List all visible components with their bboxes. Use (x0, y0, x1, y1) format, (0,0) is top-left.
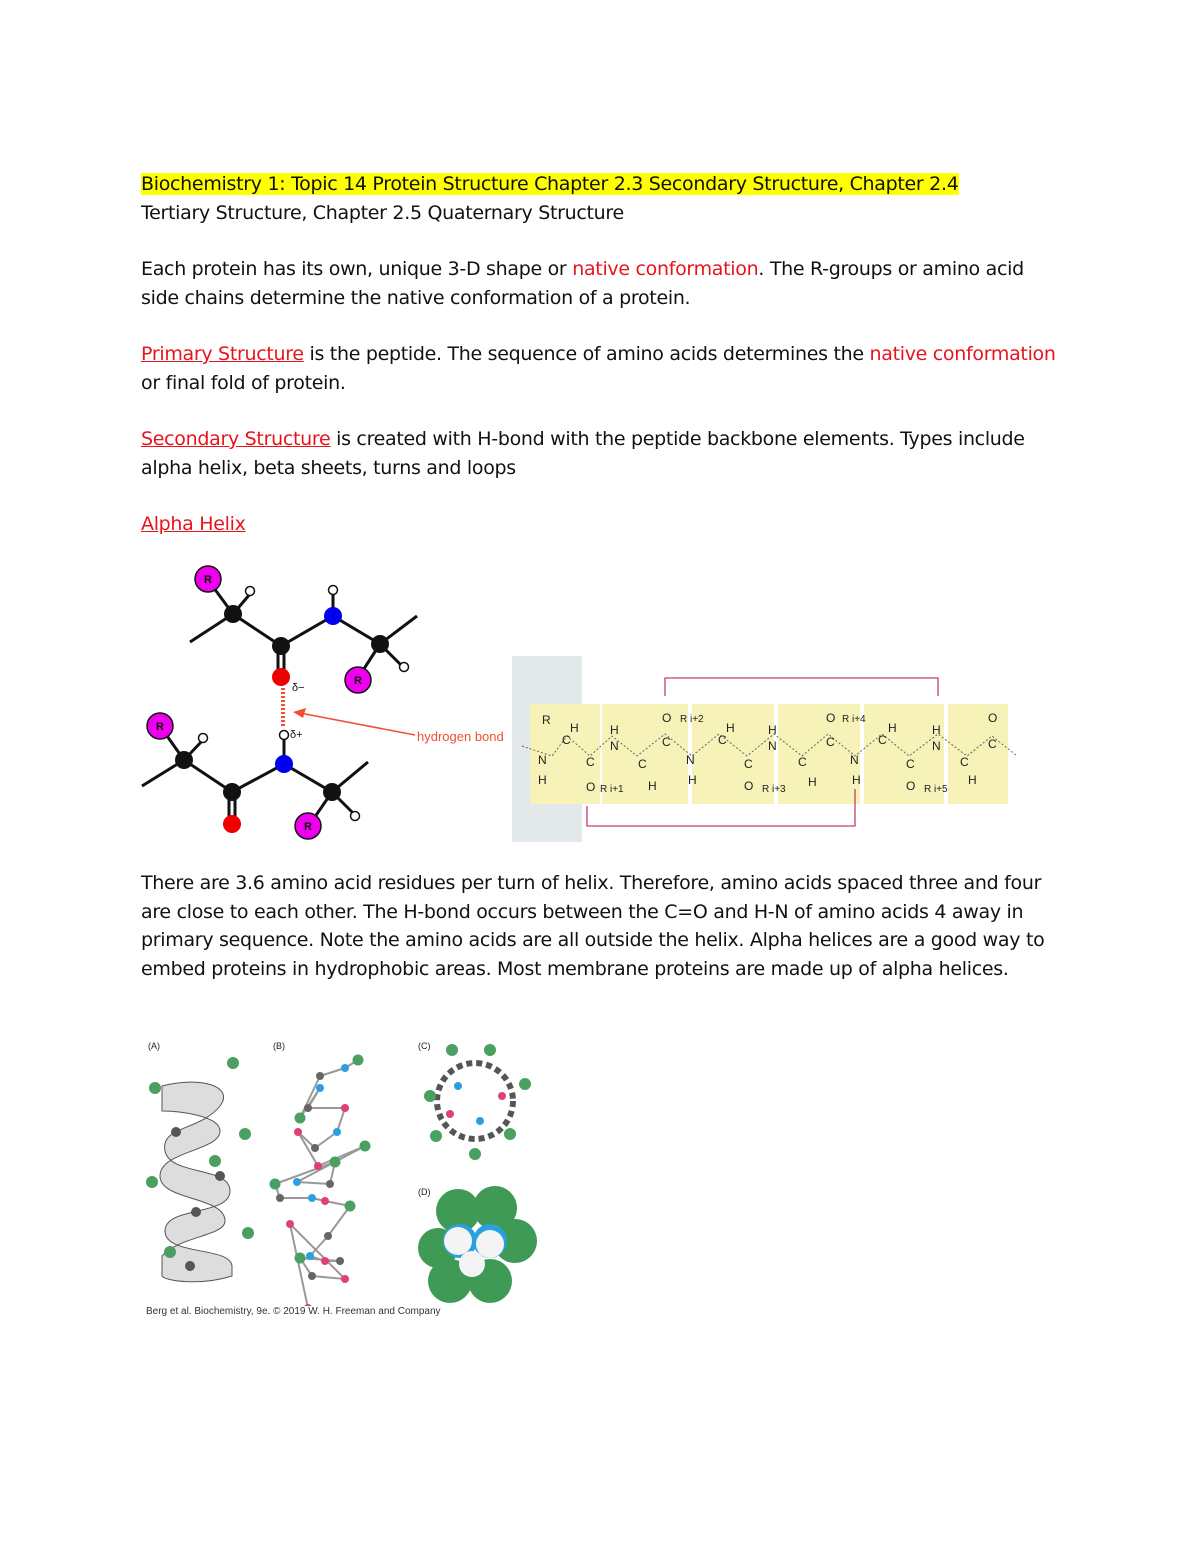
atom-label: O (906, 779, 916, 793)
r-group-label: R (156, 721, 164, 733)
atom (270, 1179, 281, 1190)
r-group-label: R i+1 (600, 784, 624, 795)
panel-label-a: (A) (148, 1041, 160, 1051)
arrow-head-icon (293, 708, 306, 718)
atom-label: H (688, 773, 697, 787)
atom (294, 1128, 302, 1136)
atom (295, 1253, 306, 1264)
atom-label: C (744, 757, 753, 771)
space-filling-helix (418, 1186, 537, 1303)
atom-label: N (932, 739, 941, 753)
document-title (141, 170, 1056, 227)
paragraph-secondary-structure: Secondary Structure is created with H-bond with the peptide backbone elements. Types include alpha helix, beta sheets, turns and loops (141, 428, 1025, 479)
peptide-backbone-diagram (512, 656, 1020, 842)
atom (276, 1194, 284, 1202)
atom-label: C (638, 757, 647, 771)
atom (353, 1055, 364, 1066)
atom-label: C (798, 755, 807, 769)
r-group-label: R i+4 (842, 714, 866, 725)
atom (341, 1064, 349, 1072)
delta-plus-label: δ+ (290, 729, 303, 741)
atom (321, 1257, 329, 1265)
atom (308, 1272, 316, 1280)
bond (312, 1276, 345, 1279)
atom-label: N (850, 753, 859, 767)
atom-label: O (988, 711, 998, 725)
panel-label-c: (C) (418, 1041, 431, 1051)
term-primary-structure: Primary Structure (141, 343, 304, 365)
atom (321, 1197, 329, 1205)
atom-label: R (542, 713, 551, 727)
atom (306, 1252, 314, 1260)
atom (304, 1104, 312, 1112)
atom-label: H (888, 721, 897, 735)
atom-label: C (662, 735, 671, 749)
r-group-label: R (304, 821, 312, 833)
bond (297, 1182, 330, 1184)
atom (286, 1220, 294, 1228)
atom-label: H (932, 723, 941, 737)
atom-label: C (718, 733, 727, 747)
atom-label: N (538, 753, 547, 767)
hbond-arrow-top (665, 678, 938, 696)
hydrogen-bond-label: hydrogen bond (417, 729, 504, 744)
atom-label: H (570, 721, 579, 735)
atom (295, 1113, 306, 1124)
atom-label: N (768, 739, 777, 753)
atom-label: H (726, 721, 735, 735)
r-group-label: R i+3 (762, 784, 786, 795)
heading-alpha-helix: Alpha Helix (141, 513, 246, 535)
atom (316, 1072, 324, 1080)
title-line-1: Biochemistry 1: Topic 14 Protein Structure Chapter 2.3 Secondary Structure, Chapter 2.4 (141, 173, 959, 195)
atom (293, 1178, 301, 1186)
atom (330, 1157, 341, 1168)
atom (333, 1128, 341, 1136)
paragraph-native-conformation: Each protein has its own, unique 3-D shape or native conformation. The R-groups or amino acid side chains determine the native conformation of a protein. (141, 258, 1024, 309)
atom (308, 1194, 316, 1202)
term-native-conformation: native conformation (572, 258, 759, 280)
paragraph-alpha-helix: There are 3.6 amino acid residues per turn of helix. Therefore, amino acids spaced three and four are close to each other. The H-bond occurs between the C=O and H-N of amino acids 4 away in primary sequence. Note the amino acids are all outside the helix. Alpha helices are a good way to embed proteins in hydrophobic areas. Most membrane proteins are made up of alpha helices. (141, 872, 1045, 980)
arrow-line (300, 713, 415, 735)
atom-label: C (562, 733, 571, 747)
panel-label-d: (D) (418, 1187, 431, 1197)
term-secondary-structure: Secondary Structure (141, 428, 331, 450)
bond (290, 1224, 345, 1279)
atom-label: H (852, 773, 861, 787)
atom-label: C (586, 755, 595, 769)
delta-minus-label: δ− (292, 682, 305, 694)
hydrogen-bond-diagram (130, 560, 520, 850)
atom-label: O (826, 711, 836, 725)
r-group-label: R i+2 (680, 714, 704, 725)
residue-box (948, 704, 1008, 804)
atom-label: H (968, 773, 977, 787)
atom-label: C (826, 735, 835, 749)
title-line-2: Tertiary Structure, Chapter 2.5 Quaternary Structure (141, 201, 624, 224)
atom-label: C (988, 737, 997, 751)
atom-label: H (610, 723, 619, 737)
atom (360, 1141, 371, 1152)
r-group-label: R i+5 (924, 784, 948, 795)
r-group-label: R (354, 675, 362, 687)
atom-label: H (768, 723, 777, 737)
bond (275, 1162, 335, 1184)
atom (314, 1162, 322, 1170)
atom (324, 1232, 332, 1240)
atom-label: O (586, 780, 596, 794)
alpha-helix-models-figure (140, 1036, 540, 1306)
paragraph-primary-structure: Primary Structure is the peptide. The sequence of amino acids determines the native conformation or final fold of protein. (141, 343, 1056, 394)
atom-label: O (744, 779, 754, 793)
atom (316, 1084, 324, 1092)
figure-caption: Berg et al. Biochemistry, 9e. © 2019 W. H. Freeman and Company (146, 1306, 441, 1317)
atom (336, 1257, 344, 1265)
atom-label: C (960, 755, 969, 769)
top-view-helix (424, 1044, 531, 1160)
atom-label: H (648, 779, 657, 793)
atom (341, 1104, 349, 1112)
atom-label: C (878, 733, 887, 747)
r-group-label: R (204, 574, 212, 586)
atom-label: N (686, 753, 695, 767)
atom (311, 1144, 319, 1152)
bond (328, 1206, 350, 1236)
atom-label: O (662, 711, 672, 725)
atom-label: C (906, 757, 915, 771)
atom-label: H (808, 775, 817, 789)
atom-label: N (610, 739, 619, 753)
atom-label: H (538, 773, 547, 787)
atom (341, 1275, 349, 1283)
panel-label-b: (B) (273, 1041, 285, 1051)
atom (345, 1201, 356, 1212)
bond (315, 1132, 337, 1148)
atom (326, 1180, 334, 1188)
